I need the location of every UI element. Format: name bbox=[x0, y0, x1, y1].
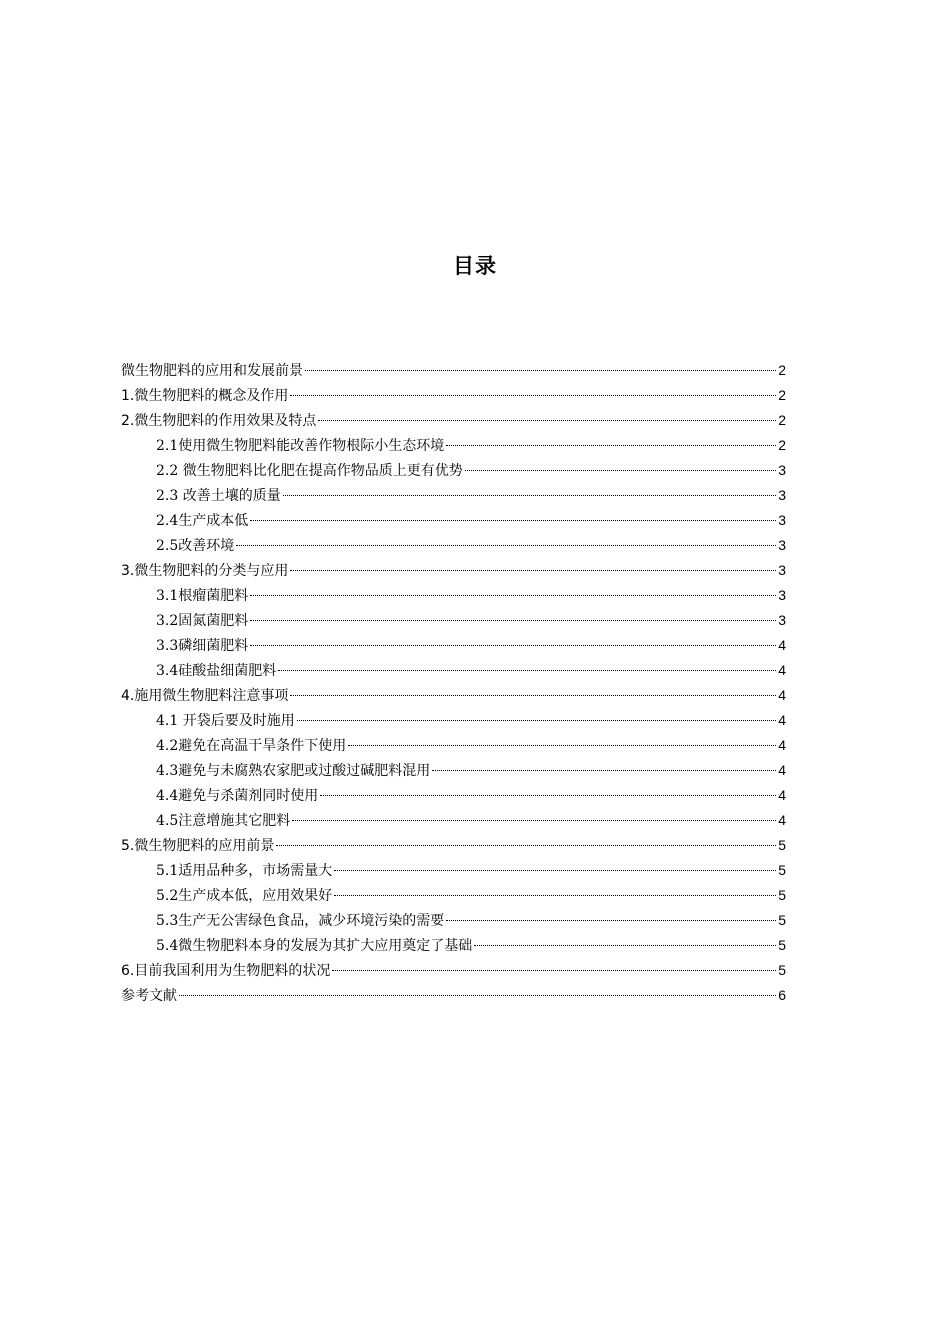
toc-entry-page-number: 2 bbox=[778, 437, 786, 453]
toc-entry-page-number: 4 bbox=[778, 712, 786, 728]
toc-leader-dots bbox=[179, 994, 776, 996]
toc-entry[interactable] bbox=[121, 883, 786, 908]
toc-entry[interactable] bbox=[121, 808, 786, 833]
toc-entry-page-number: 2 bbox=[778, 387, 786, 403]
toc-entry-page-number: 3 bbox=[778, 562, 786, 578]
toc-leader-dots bbox=[305, 369, 776, 371]
toc-entry[interactable] bbox=[121, 483, 786, 508]
toc-entry-label: 5.1适用品种多，市场需量大 bbox=[156, 863, 333, 879]
toc-entry[interactable] bbox=[121, 858, 786, 883]
toc-entry-page-number: 3 bbox=[778, 462, 786, 478]
toc-entry-page-number: 3 bbox=[778, 612, 786, 628]
toc-entry-page-number: 2 bbox=[778, 412, 786, 428]
toc-entry-page-number: 5 bbox=[778, 962, 786, 978]
toc-leader-dots bbox=[250, 619, 776, 621]
toc-entry-page-number: 3 bbox=[778, 487, 786, 503]
toc-entry-label: 4.3避免与未腐熟农家肥或过酸过碱肥料混用 bbox=[156, 763, 431, 779]
toc-entry[interactable] bbox=[121, 908, 786, 933]
toc-entry[interactable] bbox=[121, 783, 786, 808]
toc-leader-dots bbox=[278, 669, 776, 671]
toc-leader-dots bbox=[320, 794, 776, 796]
toc-leader-dots bbox=[446, 444, 776, 446]
toc-leader-dots bbox=[465, 469, 776, 471]
toc-entry[interactable] bbox=[121, 733, 786, 758]
toc-entry[interactable] bbox=[121, 558, 786, 583]
toc-entry-page-number: 4 bbox=[778, 662, 786, 678]
toc-entry-label: 参考文献 bbox=[121, 988, 177, 1004]
toc-leader-dots bbox=[318, 419, 776, 421]
toc-entry-label: 3.2固氮菌肥料 bbox=[156, 613, 249, 629]
toc-entry[interactable] bbox=[121, 958, 786, 983]
toc-entry-page-number: 3 bbox=[778, 537, 786, 553]
toc-entry-page-number: 4 bbox=[778, 812, 786, 828]
toc-entry-label: 2.5改善环境 bbox=[156, 538, 235, 554]
toc-leader-dots bbox=[250, 644, 776, 646]
toc-entry[interactable] bbox=[121, 933, 786, 958]
toc-leader-dots bbox=[332, 969, 776, 971]
toc-entry-page-number: 5 bbox=[778, 912, 786, 928]
toc-entry-page-number: 4 bbox=[778, 737, 786, 753]
toc-leader-dots bbox=[334, 894, 776, 896]
toc-entry-label: 4.施用微生物肥料注意事项 bbox=[121, 688, 289, 704]
toc-entry[interactable] bbox=[121, 983, 786, 1008]
toc-leader-dots bbox=[334, 869, 776, 871]
toc-entry[interactable] bbox=[121, 658, 786, 683]
toc-entry-label: 2.3 改善土壤的质量 bbox=[156, 488, 281, 504]
toc-entry-label: 4.1 开袋后要及时施用 bbox=[156, 713, 295, 729]
toc-entry-label: 2.1使用微生物肥料能改善作物根际小生态环境 bbox=[156, 438, 445, 454]
toc-leader-dots bbox=[474, 944, 776, 946]
toc-entry[interactable] bbox=[121, 583, 786, 608]
toc-entry-label: 2.2 微生物肥料比化肥在提高作物品质上更有优势 bbox=[156, 463, 463, 479]
toc-entry-page-number: 4 bbox=[778, 762, 786, 778]
toc-entry-label: 3.3磷细菌肥料 bbox=[156, 638, 249, 654]
toc-entry-label: 5.3生产无公害绿色食品，减少环境污染的需要 bbox=[156, 913, 445, 929]
toc-entry-label: 4.4避免与杀菌剂同时使用 bbox=[156, 788, 319, 804]
toc-leader-dots bbox=[283, 494, 776, 496]
toc-entry-label: 微生物肥料的应用和发展前景 bbox=[121, 363, 303, 379]
toc-leader-dots bbox=[446, 919, 776, 921]
toc-entry-page-number: 4 bbox=[778, 637, 786, 653]
toc-leader-dots bbox=[290, 694, 776, 696]
toc-entry-page-number: 4 bbox=[778, 787, 786, 803]
page-title: 目录 bbox=[453, 254, 497, 278]
toc-entry-label: 3.4硅酸盐细菌肥料 bbox=[156, 663, 277, 679]
toc-leader-dots bbox=[297, 719, 776, 721]
toc-leader-dots bbox=[290, 569, 776, 571]
toc-entry[interactable] bbox=[121, 633, 786, 658]
toc-entry-label: 3.1根瘤菌肥料 bbox=[156, 588, 249, 604]
toc-entry-label: 3.微生物肥料的分类与应用 bbox=[121, 563, 289, 579]
toc-leader-dots bbox=[236, 544, 776, 546]
toc-leader-dots bbox=[432, 769, 776, 771]
toc-entry[interactable] bbox=[121, 383, 786, 408]
toc-leader-dots bbox=[276, 844, 776, 846]
toc-entry-page-number: 2 bbox=[778, 362, 786, 378]
toc-entry-label: 5.2生产成本低，应用效果好 bbox=[156, 888, 333, 904]
table-of-contents bbox=[121, 358, 786, 1008]
toc-entry[interactable] bbox=[121, 458, 786, 483]
toc-entry-label: 4.2避免在高温干旱条件下使用 bbox=[156, 738, 347, 754]
toc-entry-label: 5.微生物肥料的应用前景 bbox=[121, 838, 275, 854]
toc-entry-label: 1.微生物肥料的概念及作用 bbox=[121, 388, 289, 404]
toc-entry[interactable] bbox=[121, 758, 786, 783]
toc-entry-page-number: 5 bbox=[778, 862, 786, 878]
toc-entry-label: 2.微生物肥料的作用效果及特点 bbox=[121, 413, 317, 429]
toc-entry-label: 2.4生产成本低 bbox=[156, 513, 249, 529]
toc-entry[interactable] bbox=[121, 408, 786, 433]
toc-entry-page-number: 4 bbox=[778, 687, 786, 703]
toc-entry-page-number: 5 bbox=[778, 937, 786, 953]
toc-leader-dots bbox=[250, 519, 776, 521]
toc-entry[interactable] bbox=[121, 533, 786, 558]
toc-entry[interactable] bbox=[121, 358, 786, 383]
toc-entry-page-number: 6 bbox=[778, 987, 786, 1003]
toc-entry[interactable] bbox=[121, 683, 786, 708]
toc-entry[interactable] bbox=[121, 508, 786, 533]
toc-entry-page-number: 3 bbox=[778, 587, 786, 603]
toc-entry-page-number: 5 bbox=[778, 837, 786, 853]
toc-entry-page-number: 5 bbox=[778, 887, 786, 903]
toc-entry[interactable] bbox=[121, 833, 786, 858]
toc-entry[interactable] bbox=[121, 433, 786, 458]
toc-entry-page-number: 3 bbox=[778, 512, 786, 528]
toc-leader-dots bbox=[250, 594, 776, 596]
toc-leader-dots bbox=[290, 394, 776, 396]
toc-leader-dots bbox=[292, 819, 776, 821]
toc-leader-dots bbox=[348, 744, 776, 746]
toc-entry-label: 6.目前我国利用为生物肥料的状况 bbox=[121, 963, 331, 979]
toc-entry-label: 5.4微生物肥料本身的发展为其扩大应用奠定了基础 bbox=[156, 938, 473, 954]
toc-entry[interactable] bbox=[121, 708, 786, 733]
toc-entry-label: 4.5注意增施其它肥料 bbox=[156, 813, 291, 829]
toc-entry[interactable] bbox=[121, 608, 786, 633]
